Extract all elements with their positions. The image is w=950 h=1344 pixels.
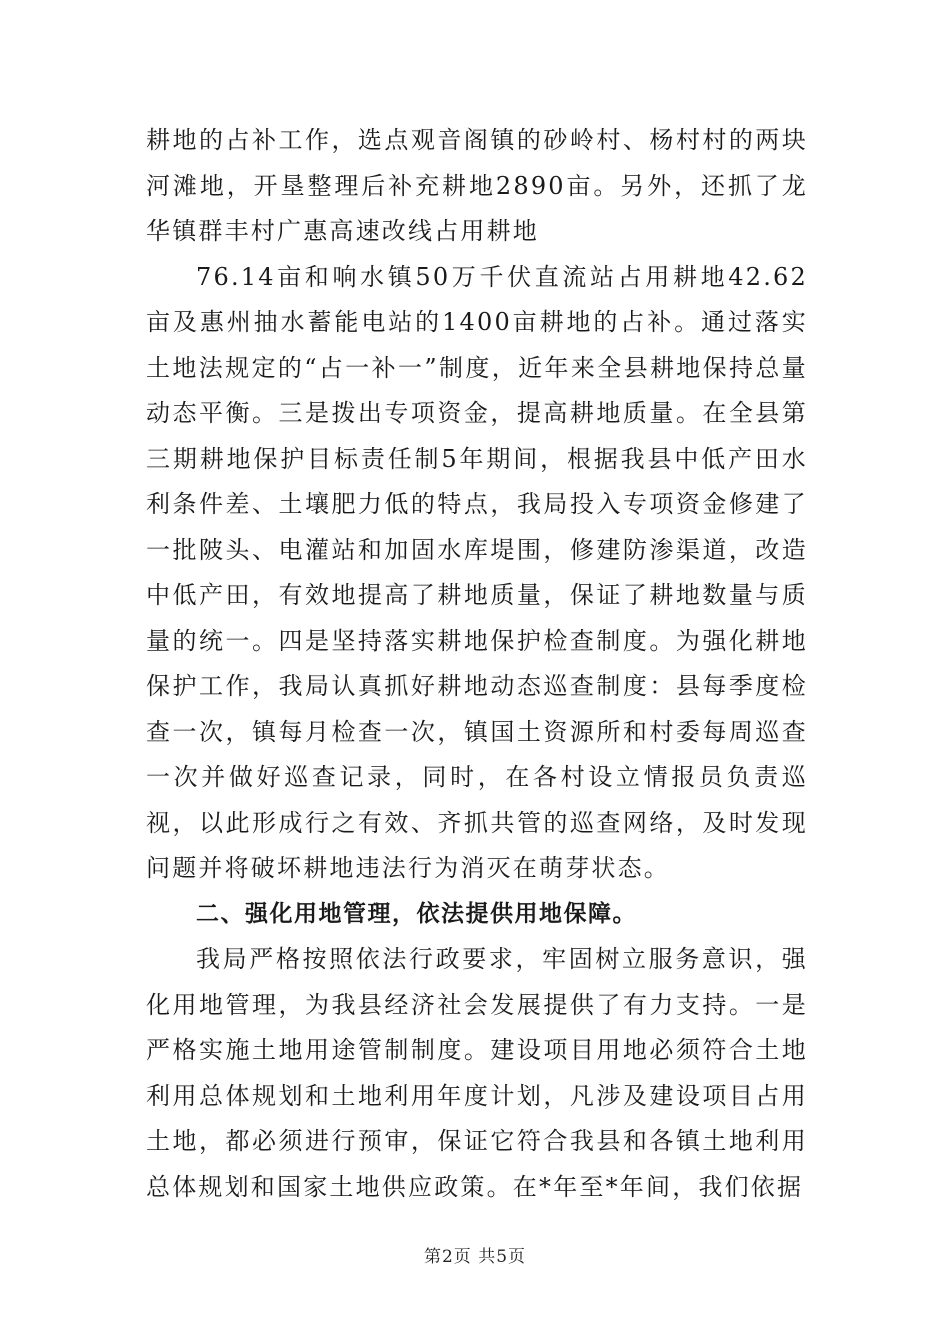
paragraph-farmland-compensation: 耕地的占补工作，选点观音阁镇的砂岭村、杨村村的两块河滩地，开垦整理后补充耕地2890亩。另外，还抓了龙华镇群丰村广惠高速改线占用耕地 bbox=[146, 126, 808, 245]
paragraph-land-use-control: 我局严格按照依法行政要求，牢固树立服务意识，强化用地管理，为我县经济社会发展提供了有力支持。一是严格实施土地用途管制制度。建设项目用地必须符合土地利用总体规划和土地利用年度计划，凡涉及建设项目占用土地，都必须进行预审，保证它符合我县和各镇土地利用总体规划和国家土地供应政策。在*年至*年间，我们依据 bbox=[146, 945, 808, 1201]
section-heading-land-use-management: 二、强化用地管理，依法提供用地保障。 bbox=[196, 900, 637, 927]
paragraph-farmland-protection: 76.14亩和响水镇50万千伏直流站占用耕地42.62亩及惠州抽水蓄能电站的1400亩耕地的占补。通过落实土地法规定的“占一补一”制度，近年来全县耕地保持总量动态平衡。三是拨出专项资金，提高耕地质量。在全县第三期耕地保护目标责任制5年期间，根据我县中低产田水利条件差、土壤肥力低的特点，我局投入专项资金修建了一批陂头、电灌站和加固水库堤围，修建防渗渠道，改造中低产田，有效地提高了耕地质量，保证了耕地数量与质量的统一。四是坚持落实耕地保护检查制度。为强化耕地保护工作，我局认真抓好耕地动态巡查制度：县每季度检查一次，镇每月检查一次，镇国土资源所和村委每周巡查一次并做好巡查记录，同时，在各村设立情报员负责巡视，以此形成行之有效、齐抓共管的巡查网络，及时发现问题并将破坏耕地违法行为消灭在萌芽状态。 bbox=[146, 262, 808, 882]
page-number-footer: 第2页 共5页 bbox=[423, 1247, 527, 1267]
document-body bbox=[146, 118, 808, 1210]
